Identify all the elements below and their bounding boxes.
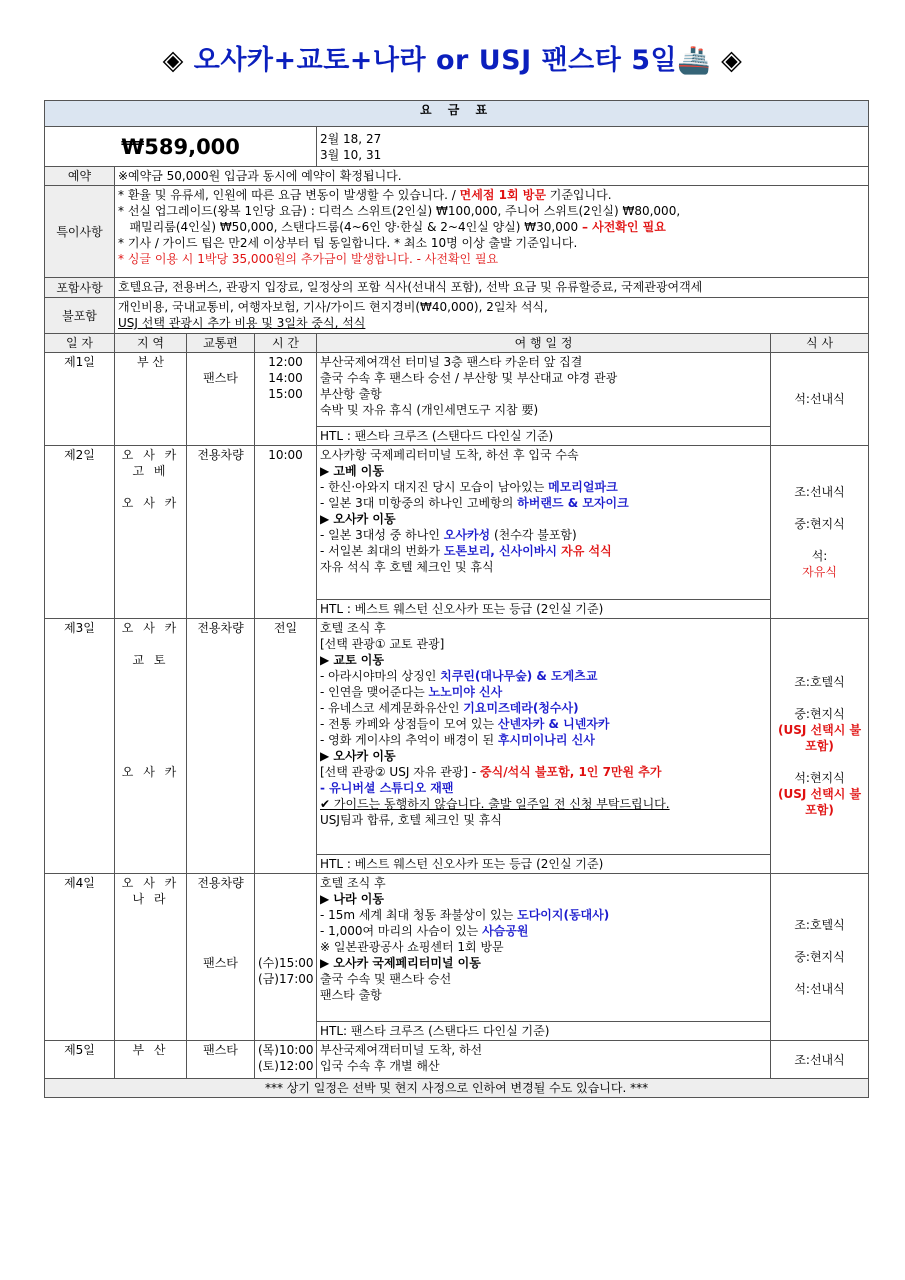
day-3-time: 전일 xyxy=(255,619,317,874)
day-3-meals: 조:호텔식 중:현지식 (USJ 선택시 불포함) 석:현지식 (USJ 선택시 불포함) xyxy=(771,619,869,874)
day-4-meals: 조:호텔식 중:현지식 석:선내식 xyxy=(771,874,869,1041)
day-5-itinerary: 부산국제여객터미널 도착, 하선 입국 수속 후 개별 해산 xyxy=(317,1041,771,1079)
diamond-icon: ◈ xyxy=(721,45,743,76)
day-5-label: 제5일 xyxy=(45,1041,115,1079)
column-header-itinerary: 여 행 일 정 xyxy=(317,334,771,353)
day-2-transport: 전용차량 xyxy=(187,446,255,619)
excluded-label: 불포함 xyxy=(45,298,115,334)
day-1-itinerary: 부산국제여객선 터미널 3층 팬스타 카운터 앞 집결 출국 수속 후 팬스타 승선 / 부산항 및 부산대교 야경 관광 부산항 출항 숙박 및 자유 휴식 (개인세면도구 지참 要) xyxy=(317,353,771,427)
page-title xyxy=(0,38,905,77)
day-3-regions: 오 사 카 교 토 오 사 카 xyxy=(115,619,187,874)
day-5-transport: 팬스타 xyxy=(187,1041,255,1079)
day-5-times: (목)10:00 (토)12:00 xyxy=(255,1041,317,1079)
day-1-times: 12:00 14:00 15:00 xyxy=(255,353,317,446)
column-header-time: 시 간 xyxy=(255,334,317,353)
price-value: ₩589,000 xyxy=(45,127,317,167)
day-2-label: 제2일 xyxy=(45,446,115,619)
day-1-meals: 석:선내식 xyxy=(771,353,869,446)
day-1-label: 제1일 xyxy=(45,353,115,446)
column-header-region: 지 역 xyxy=(115,334,187,353)
reservation-text: ※예약금 50,000원 입금과 동시에 예약이 확정됩니다. xyxy=(115,167,869,186)
price-table-header: 요 금 표 xyxy=(45,101,869,127)
day-3-hotel: HTL : 베스트 웨스턴 신오사카 또는 등급 (2인실 기준) xyxy=(317,855,771,874)
included-text: 호텔요금, 전용버스, 관광지 입장료, 일정상의 포함 식사(선내식 포함), 선박 요금 및 유류할증료, 국제관광여객세 xyxy=(115,278,869,298)
column-header-meals: 식 사 xyxy=(771,334,869,353)
included-label: 포함사항 xyxy=(45,278,115,298)
day-2-regions: 오 사 카 고 베 오 사 카 xyxy=(115,446,187,619)
day-1-hotel: HTL : 팬스타 크루즈 (스탠다드 다인실 기준) xyxy=(317,427,771,446)
day-4-hotel: HTL: 팬스타 크루즈 (스탠다드 다인실 기준) xyxy=(317,1022,771,1041)
pre-check-note: – 사전확인 필요 xyxy=(581,220,666,234)
day-2-meals: 조:선내식 중:현지식 석: 자유식 xyxy=(771,446,869,619)
day-4-label: 제4일 xyxy=(45,874,115,1041)
day-1-transport: 팬스타 xyxy=(187,353,255,446)
itinerary-table xyxy=(44,100,869,1098)
day-5-meals: 조:선내식 xyxy=(771,1041,869,1079)
day-4-times: (수)15:00 (금)17:00 xyxy=(255,874,317,1041)
departure-date: 3월 10, 31 xyxy=(320,147,382,162)
day-3-itinerary: 호텔 조식 후 [선택 관광① 교토 관광] ▶ 교토 이동 - 아라시야마의 상징인 치쿠린(대나무숲) & 도게츠교 - 인연을 맺어준다는 노노미야 신사 - 유네스코 세계문화유산인 기요미즈데라(청수사) - 전통 카페와 상점들이 모여 있는 산넨자카 & 니넨자카 - 영화 게이샤의 추억이 배경이 된 후시미이나리 신사 ▶ 오사카 이동 [선택 관광② USJ 자유 관광] - 중식/석식 불포함, 1인 7만원 추가 - 유니버셜 스튜디오 재팬 ✔ 가이드는 동행하지 않습니다. 출발 일주일 전 신청 부탁드립니다. USJ팀과 합류, 호텔 체크인 및 휴식 xyxy=(317,619,771,855)
single-surcharge-note: * 싱글 이용 시 1박당 35,000원의 추가금이 발생합니다. - 사전확인 필요 xyxy=(118,252,499,266)
day-1-region: 부 산 xyxy=(115,353,187,446)
diamond-icon: ◈ xyxy=(162,45,184,76)
day-4-transport: 전용차량 팬스타 xyxy=(187,874,255,1041)
excluded-text: 개인비용, 국내교통비, 여행자보험, 기사/가이드 현지경비(₩40,000), 2일차 석식, USJ 선택 관광시 추가 비용 및 3일차 중식, 석식 xyxy=(115,298,869,334)
special-notes: * 환율 및 유류세, 인원에 따른 요금 변동이 발생할 수 있습니다. / 면세점 1회 방문 기준입니다. * 선실 업그레이드(왕복 1인당 요금) : 디럭스 스위트(2인실) ₩100,000, 주니어 스위트(2인실) ₩80,000, 패밀리룸(4인실) ₩50,000, 스탠다드룸(4~6인 양·한실 & 2~4인실 양실) ₩30,000 – 사전확인 필요 * 기사 / 가이드 팁은 만2세 이상부터 팁 동일합니다. * 최소 10명 이상 출발 기준입니다. * 싱글 이용 시 1박당 35,000원의 추가금이 발생합니다. - 사전확인 필요 xyxy=(115,186,869,278)
day-2-itinerary: 오사카항 국제페리터미널 도착, 하선 후 입국 수속 ▶ 고베 이동 - 한신·아와지 대지진 당시 모습이 남아있는 메모리얼파크 - 일본 3대 미항중의 하나인 고베항의 하버랜드 & 모자이크 ▶ 오사카 이동 - 일본 3대성 중 하나인 오사카성 (천수각 불포함) - 서일본 최대의 번화가 도톤보리, 신사이바시 자유 석식 자유 석식 후 호텔 체크인 및 휴식 xyxy=(317,446,771,600)
title-text: 오사카+교토+나라 or USJ 팬스타 5일 xyxy=(193,45,678,76)
day-4-regions: 오 사 카 나 라 xyxy=(115,874,187,1041)
ship-icon: 🚢 xyxy=(677,45,712,76)
day-4-itinerary: 호텔 조식 후 ▶ 나라 이동 - 15m 세계 최대 청동 좌불상이 있는 도다이지(동대사) - 1,000여 마리의 사슴이 있는 사슴공원 ※ 일본관광공사 쇼핑센터 1회 방문 ▶ 오사카 국제페리터미널 이동 출국 수속 및 팬스타 승선 팬스타 출항 xyxy=(317,874,771,1022)
departure-date: 2월 18, 27 xyxy=(320,131,382,146)
column-header-transport: 교통편 xyxy=(187,334,255,353)
special-notes-label: 특이사항 xyxy=(45,186,115,278)
reservation-label: 예약 xyxy=(45,167,115,186)
duty-free-note: 면세점 1회 방문 xyxy=(459,188,546,202)
day-5-region: 부 산 xyxy=(115,1041,187,1079)
day-2-hotel: HTL : 베스트 웨스턴 신오사카 또는 등급 (2인실 기준) xyxy=(317,600,771,619)
day-3-label: 제3일 xyxy=(45,619,115,874)
column-header-day: 일 자 xyxy=(45,334,115,353)
day-2-time: 10:00 xyxy=(255,446,317,619)
day-3-transport: 전용차량 xyxy=(187,619,255,874)
footer-note: *** 상기 일정은 선박 및 현지 사정으로 인하여 변경될 수도 있습니다. *** xyxy=(45,1079,869,1098)
departure-dates xyxy=(317,127,869,167)
